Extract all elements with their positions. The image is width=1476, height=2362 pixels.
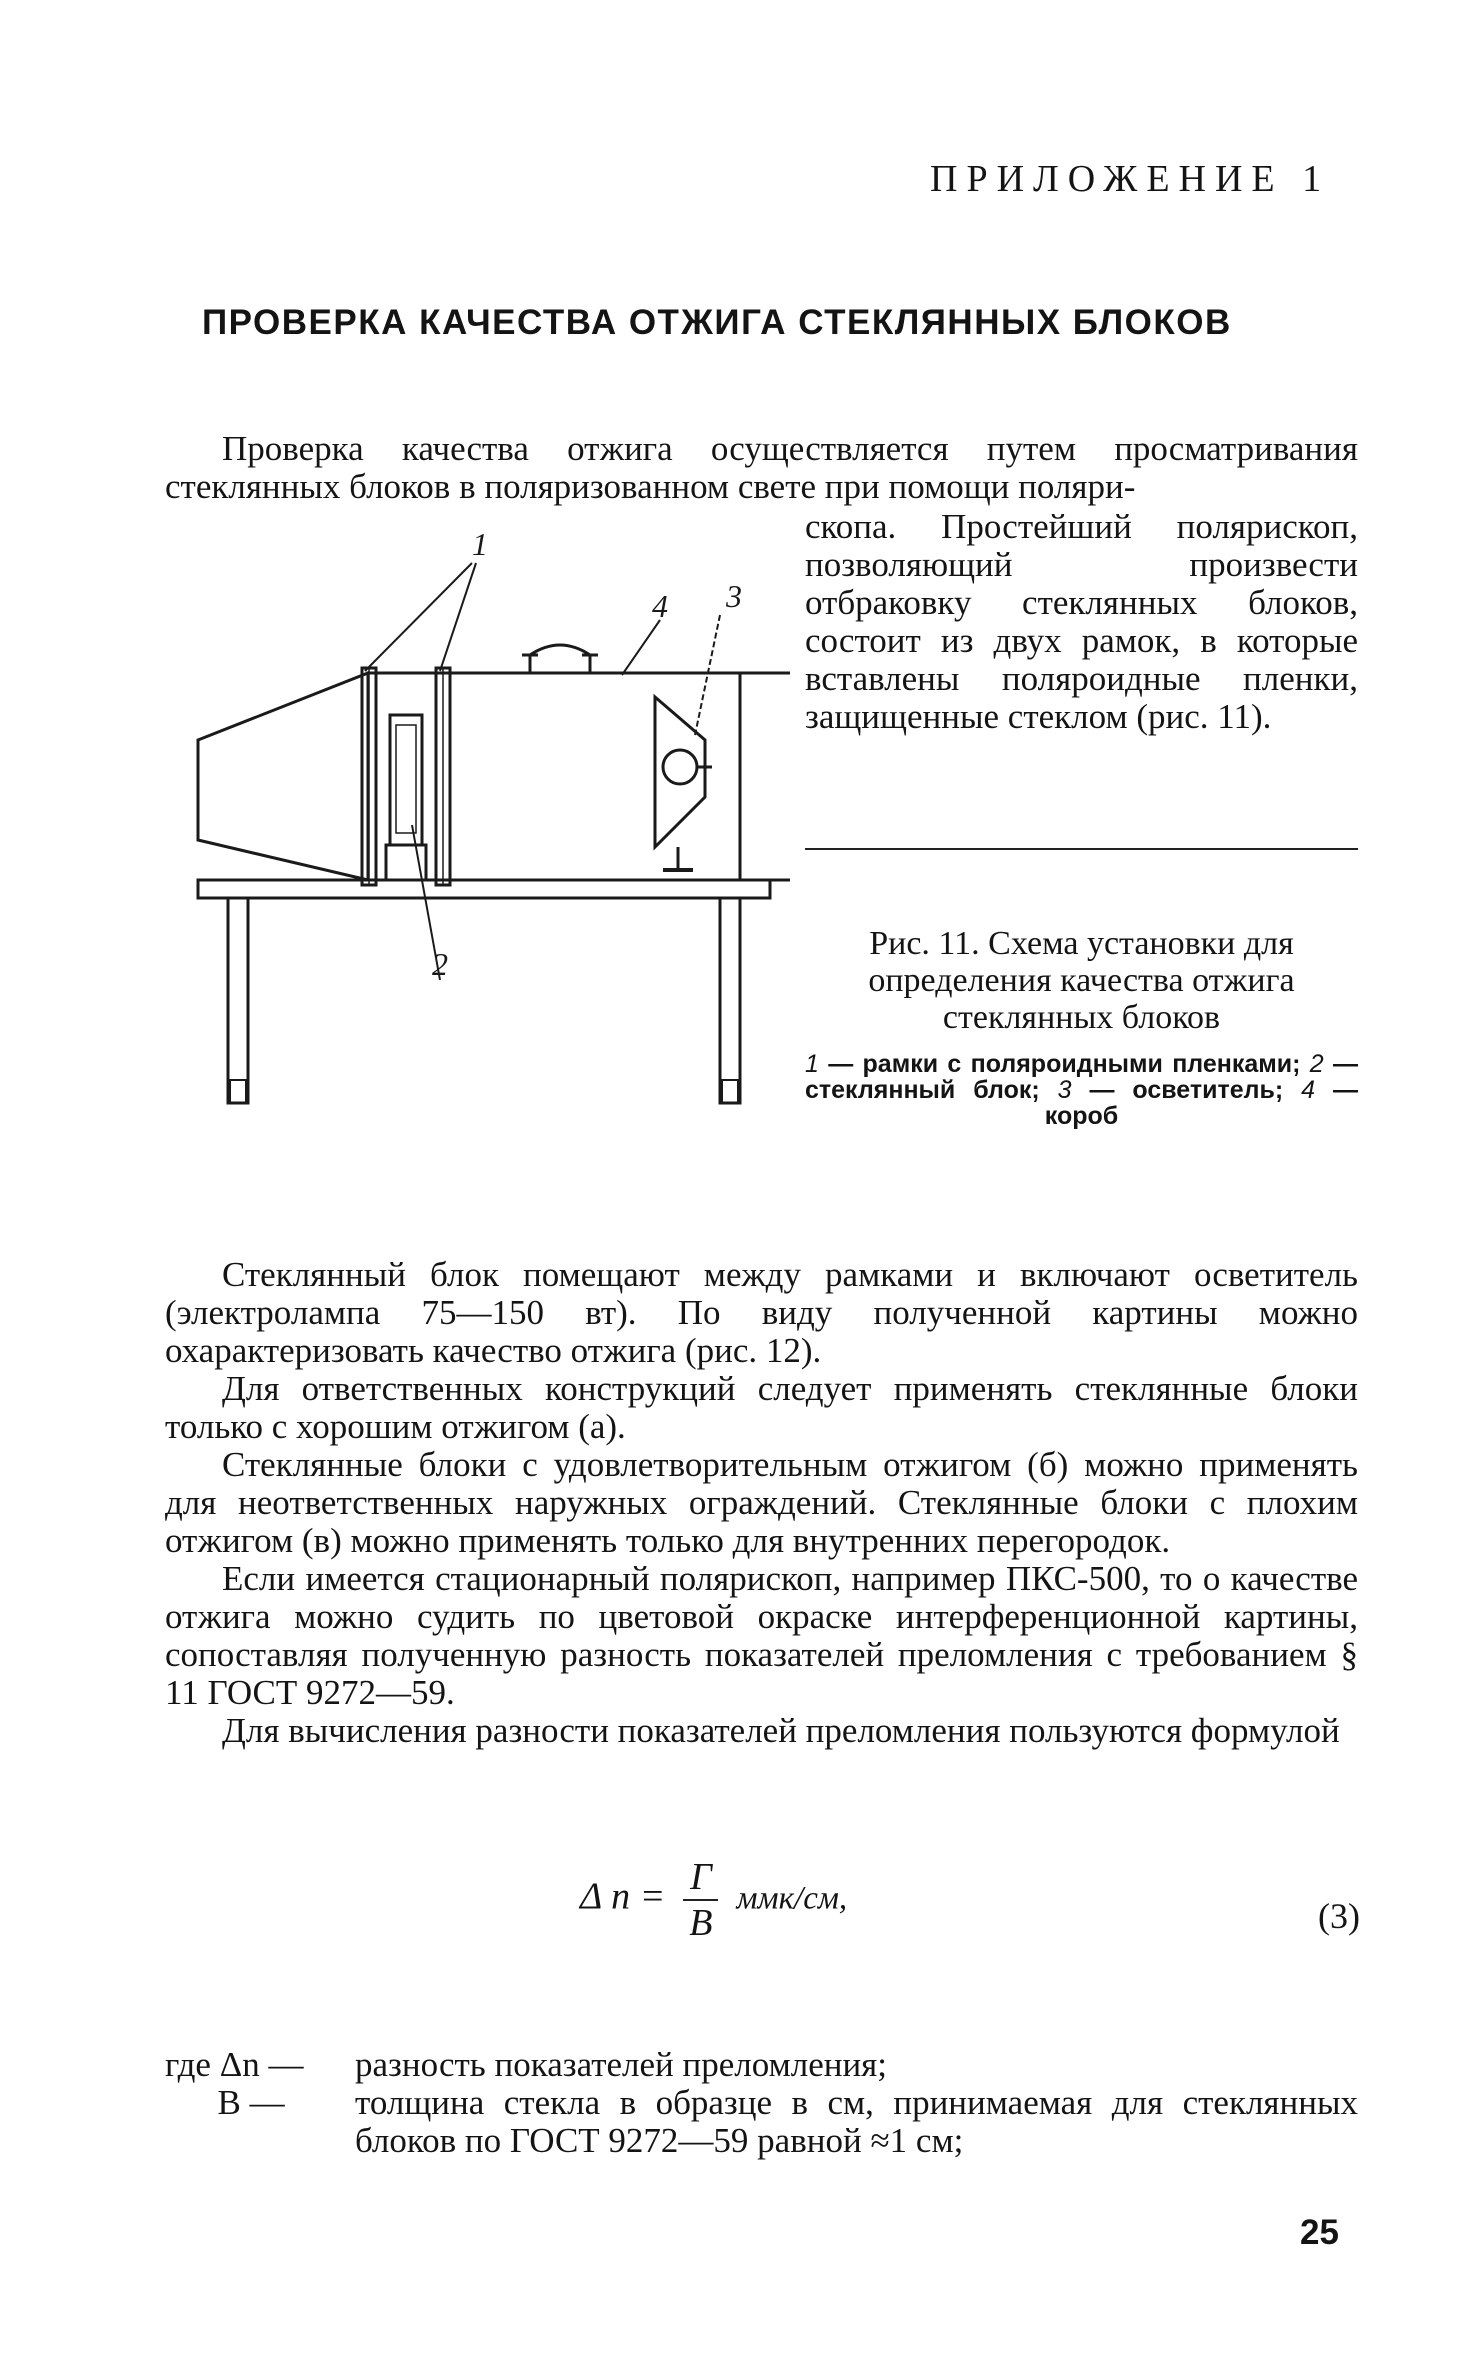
box-handle — [530, 645, 590, 673]
body-paragraph-5: Для вычисления разности показателей преломления пользуются формулой — [222, 1711, 1340, 1750]
definition-term: где Δn — — [165, 2045, 304, 2084]
table-top — [198, 880, 770, 898]
caption-divider — [805, 848, 1358, 850]
leader-4 — [622, 620, 660, 675]
label-2: 2 — [432, 946, 448, 982]
definitions-list — [165, 2046, 1358, 2160]
box-body — [368, 673, 790, 880]
formula-fraction — [683, 1855, 718, 1945]
body-text — [165, 1256, 1358, 1750]
formula-3 — [580, 1855, 847, 1945]
formula-numerator: Г — [683, 1855, 718, 1901]
formula-unit: ммк/см, — [736, 1880, 848, 1917]
label-1: 1 — [472, 526, 488, 562]
body-paragraph-3: Стеклянные блоки с удовлетворительным отжигом (б) можно применять для неответственных наружных ограждений. Стеклянные блоки с плохим отжигом (в) можно применять только для внутренних перегородок. — [165, 1445, 1358, 1560]
definition-text: разность показателей преломления; — [355, 2045, 888, 2084]
label-4: 4 — [652, 588, 668, 624]
label-3: 3 — [726, 578, 742, 614]
definition-row — [165, 2084, 1358, 2160]
legend-text-2: — стеклянный блок; — [805, 1050, 1358, 1104]
leader-1a — [365, 563, 472, 671]
leader-3 — [695, 615, 720, 735]
appendix-heading: ПРИЛОЖЕНИЕ 1 — [930, 158, 1331, 200]
intro-paragraph-line: Проверка качества отжига осуществляется путем просматривания стеклянных блоков в поляризованном свете при помощи поляри- — [165, 429, 1358, 506]
body-paragraph-1: Стеклянный блок помещают между рамками и включают осветитель (электролампа 75—150 вт). По виду полученной картины можно охарактеризовать качество отжига (рис. 12). — [165, 1255, 1358, 1370]
page-number: 25 — [1300, 2213, 1339, 2252]
formula-lhs: Δ n = — [580, 1875, 666, 1918]
intro-paragraph-wrap: скопа. Простейший полярископ, позволяющий произвести отбраковку стеклянных блоков, состоит из двух рамок, в которые вставлены поляроидные пленки, защищенные стеклом (рис. 11). — [805, 507, 1358, 736]
definition-term: В — — [165, 2083, 285, 2122]
legend-num-3: 3 — [1057, 1076, 1072, 1104]
definition-row — [165, 2046, 1358, 2084]
legend-text-1: — рамки с поляроидными пленками; — [818, 1050, 1310, 1078]
formula-denominator: В — [689, 1902, 713, 1944]
legend-text-4: — короб — [1044, 1076, 1358, 1130]
legend-num-1: 1 — [805, 1050, 819, 1078]
definition-text: толщина стекла в образце в см, принимаемая для стеклянных блоков по ГОСТ 9272—59 равной ≈1 см; — [355, 2083, 1358, 2160]
body-paragraph-2: Для ответственных конструкций следует применять стеклянные блоки только с хорошим отжигом (а). — [165, 1369, 1358, 1446]
legend-num-2: 2 — [1309, 1050, 1324, 1078]
illuminator-lamp — [663, 750, 697, 784]
figure-legend — [805, 1051, 1358, 1129]
table-leg-left — [228, 898, 248, 1103]
leader-1b — [440, 563, 476, 671]
polariscope-diagram — [150, 525, 790, 1145]
page-title: ПРОВЕРКА КАЧЕСТВА ОТЖИГА СТЕКЛЯННЫХ БЛОКОВ — [202, 303, 1232, 342]
table-leg-right — [720, 898, 740, 1103]
legend-text-3: — осветитель; — [1071, 1076, 1302, 1104]
figure-caption: Рис. 11. Схема установки для определения качества отжига стеклянных блоков — [868, 925, 1295, 1036]
body-paragraph-4: Если имеется стационарный полярископ, например ПКС-500, то о качестве отжига можно судить по цветовой окраске интерференционной картины, сопоставляя полученную разность показателей преломления с требованием § 11 ГОСТ 9272—59. — [165, 1559, 1358, 1712]
legend-num-4: 4 — [1301, 1076, 1316, 1104]
hood-cone — [198, 673, 368, 880]
equation-number: (3) — [1318, 1896, 1360, 1936]
glass-block — [390, 715, 422, 845]
